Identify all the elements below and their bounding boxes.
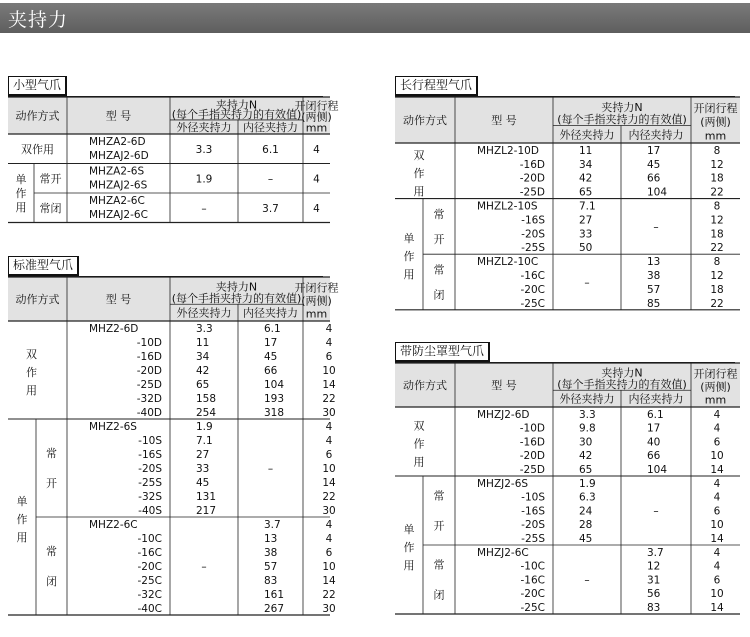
table-cell-stroke: 30 [322,407,336,419]
table-cell-inner: 45 [264,351,278,363]
table-cell-stroke: 14 [322,379,336,391]
header-force: 夹持力N [215,280,258,294]
table-cell-inner: 6.1 [262,143,279,156]
action-single-char: 用 [15,201,27,214]
table-cell-stroke: 4 [325,533,333,545]
action-double-char: 作 [413,166,425,180]
table-cell-model: -16C [520,270,545,282]
table-cell-model: -10D [136,337,162,349]
table-cell-stroke: 14 [322,575,336,587]
table-cell-model: MHZJ2-6C [477,546,529,559]
table-cell-inner: 83 [647,602,661,614]
action-single-char: 用 [403,559,415,572]
table-cell-model: -20C [520,588,545,601]
table-cell-stroke: 10 [322,365,336,377]
action-double-char: 双 [413,148,425,162]
table-cell-model: -20D [519,172,545,185]
subtype-open-char: 常 [433,207,445,221]
table-cell-model: MHZ2-6C [89,519,138,531]
header-inner: 内径夹持力 [243,306,298,320]
table-cell-stroke: 4 [325,519,333,531]
table-cell-model: -16C [520,574,545,587]
table-cell-inner: 3.7 [262,202,279,215]
action-single-char: 单 [16,495,28,508]
subtype-open-char: 常 [433,489,445,503]
table-cell-stroke: 18 [710,283,724,296]
header-inner: 内径夹持力 [628,128,684,142]
table-cell-inner: 104 [647,186,668,199]
table-cell-stroke: 14 [322,477,336,489]
action-double-char: 作 [413,437,425,451]
table-cell-outer: 11 [196,337,210,349]
table-cell-stroke: 4 [713,560,721,573]
table-cell-model: -32D [136,393,162,405]
table-cell-outer-merged: – [201,561,207,573]
table-cell-outer: 27 [196,449,210,461]
table-cell-inner: 66 [264,365,278,377]
header-model: 型 号 [491,114,517,127]
table-cell-model: MHZJ2-6D [477,408,530,421]
table-cell-outer: 3.3 [196,323,213,335]
table-cell-model: -20C [520,283,545,296]
header-force-sub: (每个手指夹持力的有效值) [171,292,302,306]
table-cell-stroke: 10 [322,463,336,475]
table-cell-inner: 57 [264,561,278,573]
table-cell-outer: 7.1 [196,435,213,447]
gripping-force-table-long-stroke [395,97,740,312]
subtype-open-char: 开 [433,519,445,533]
header-inner: 内径夹持力 [628,392,684,406]
header-model: 型 号 [491,379,517,392]
table-cell-outer: 6.3 [579,491,596,504]
table-cell-outer: 34 [196,351,210,363]
header-model: 型 号 [105,109,132,123]
table-cell-inner: 17 [647,422,661,435]
table-cell-model: -16S [521,214,545,227]
table-cell-stroke: 4 [325,323,333,335]
action-single-char: 作 [15,187,27,200]
table-cell-inner: 161 [264,589,285,601]
subtype-open-char: 开 [46,477,57,490]
table-cell-model: MHZAJ2-6D [89,150,149,162]
table-cell-inner: 3.7 [647,546,664,559]
table-cell-stroke: 6 [713,436,721,449]
table-cell-inner: 83 [264,575,278,587]
table-cell-model: -16C [137,547,162,559]
table-cell-outer: 28 [579,519,593,532]
header-outer: 外径夹持力 [176,120,232,134]
table-cell-inner: 6.1 [647,408,664,421]
table-cell-stroke: 4 [325,337,333,349]
action-single-char: 单 [15,173,27,186]
table-cell-model: -20D [136,365,162,377]
table-cell-inner: 104 [647,464,668,476]
table-cell-outer: 33 [196,463,210,475]
table-cell-stroke: 30 [322,603,336,615]
table-cell-stroke: 14 [710,602,724,614]
table-cell-outer: 7.1 [579,200,596,213]
table-cell-model: MHZA2-6D [89,136,146,148]
table-cell-inner: 45 [647,158,661,171]
table-cell-stroke: 10 [322,561,336,573]
table-cell-outer: 1.9 [195,173,213,186]
subtype-closed-char: 闭 [433,588,445,602]
table-cell-model: MHZL2-10D [477,144,539,157]
table-cell-model: -25C [520,297,545,310]
table-cell-model: -16D [519,436,545,449]
table-cell-model: -32C [137,589,162,601]
table-cell-model: MHZL2-10C [477,256,539,269]
table-cell-model: -10S [138,435,162,447]
table-cell-model: -20S [138,463,162,475]
table-cell-stroke: 6 [713,505,721,518]
table-cell-inner: – [267,173,274,186]
table-cell-inner: 3.7 [264,519,281,531]
table-cell-inner: 66 [647,172,661,185]
page-title: 夹持力 [8,9,69,31]
table-cell-outer: – [201,202,207,215]
header-stroke-sub: (两侧) [700,115,731,129]
table-cell-stroke: 4 [325,435,333,447]
table-cell-stroke: 22 [710,297,724,310]
table-cell-model: MHZJ2-6S [477,477,529,490]
table-cell-outer: 65 [196,379,210,391]
table-cell-model: MHZAJ2-6S [89,179,148,192]
table-cell-inner-merged: – [653,505,659,518]
table-cell-model: -20D [519,450,545,463]
table-cell-model: -40C [137,603,162,615]
table-cell-model: -25D [519,186,545,199]
section-title-long-stroke: 长行程型气爪 [395,76,478,96]
table-cell-outer: 9.8 [579,422,596,435]
subtype-closed-char: 常 [46,545,57,558]
subtype-open-char: 常 [46,447,57,460]
action-double-char: 作 [26,366,37,379]
table-cell-outer: 11 [579,144,593,157]
table-cell-model: -40S [138,505,162,517]
table-cell-stroke: 6 [325,547,333,559]
table-cell-model: MHZA2-6S [89,165,145,178]
table-cell-stroke: 18 [710,228,724,241]
table-cell-model: -25C [137,575,162,587]
header-stroke: 开闭行程 [294,281,339,295]
table-cell-stroke: 4 [313,143,320,156]
table-cell-outer: 30 [579,436,593,449]
header-stroke-unit: mm [704,393,727,407]
header-stroke-unit: mm [305,307,328,321]
table-cell-model: -25S [521,242,545,255]
gripping-force-table-standard [8,277,339,617]
header-outer: 外径夹持力 [559,128,615,142]
header-force: 夹持力N [215,98,258,112]
header-force-sub: (每个手指夹持力的有效值) [557,113,687,127]
table-cell-stroke: 22 [322,491,336,503]
header-stroke-unit: mm [704,129,727,143]
table-cell-outer: 42 [579,450,593,463]
table-cell-model: -10C [137,533,162,545]
table-cell-inner: 66 [647,450,661,463]
table-cell-outer: 45 [196,477,210,489]
action-double-char: 双 [26,348,37,361]
action-single-char: 作 [403,541,415,554]
header-force: 夹持力N [601,366,643,380]
table-cell-stroke: 4 [713,491,721,504]
table-cell-inner: 13 [647,256,661,269]
header-force: 夹持力N [601,100,643,114]
table-cell-outer: 1.9 [579,477,596,490]
table-cell-outer: 24 [579,505,593,518]
action-double-char: 双 [413,419,425,433]
table-cell-stroke: 14 [710,533,724,545]
header-stroke-sub: (两侧) [301,110,332,124]
header-inner: 内径夹持力 [243,120,298,134]
table-cell-outer: 33 [579,228,593,241]
subtype-open: 常开 [39,172,62,186]
section-title-dust-cover: 带防尘罩型气爪 [395,342,490,362]
subtype-closed-char: 常 [433,558,445,572]
table-cell-outer: 42 [579,172,593,185]
action-single-char: 用 [403,268,415,282]
table-cell-stroke: 14 [710,464,724,476]
table-cell-model: -25S [138,477,162,489]
table-cell-model: -25C [520,602,545,614]
table-cell-outer: 34 [579,158,593,171]
table-cell-stroke: 4 [713,477,721,490]
table-cell-outer: 217 [196,505,217,517]
gripping-force-table-dust-cover [395,363,740,616]
table-cell-inner: 57 [647,283,661,296]
table-cell-stroke: 22 [322,589,336,601]
table-cell-outer: 3.3 [195,143,213,156]
action-double: 双作用 [21,142,54,156]
table-cell-inner: 193 [264,393,285,405]
table-cell-inner: 31 [647,574,661,587]
table-cell-model: MHZL2-10S [477,200,538,213]
table-cell-inner: 13 [264,533,278,545]
table-cell-stroke: 12 [710,270,724,282]
table-cell-model: MHZAJ2-6C [89,209,148,221]
table-cell-inner: 12 [647,560,661,573]
table-cell-model: -20C [137,561,162,573]
table-cell-outer: 65 [579,186,593,199]
table-cell-outer: 131 [196,491,217,503]
header-action: 动作方式 [15,293,60,306]
table-cell-inner: 40 [647,436,661,449]
table-cell-inner: 85 [647,297,661,310]
table-cell-outer: 3.3 [579,408,596,421]
table-cell-model: -10D [519,422,545,435]
action-single-char: 作 [403,250,415,264]
table-cell-inner: 6.1 [264,323,281,335]
table-cell-outer: 1.9 [196,421,213,433]
header-stroke: 开闭行程 [693,367,738,381]
table-cell-inner: 38 [647,270,661,282]
header-outer: 外径夹持力 [559,392,615,406]
table-cell-stroke: 10 [710,588,724,601]
table-cell-inner: 17 [647,144,661,157]
action-single-char: 单 [403,232,415,246]
table-cell-inner: 318 [264,407,285,419]
table-cell-stroke: 4 [713,546,721,559]
table-cell-outer: 50 [579,242,593,255]
table-cell-stroke: 6 [325,351,333,363]
table-cell-stroke: 8 [713,144,721,157]
table-cell-model: -40D [136,407,162,419]
table-cell-outer: 158 [196,393,217,405]
header-force-sub: (每个手指夹持力的有效值) [171,108,302,122]
subtype-closed-char: 常 [433,263,445,277]
table-cell-model: -16D [136,351,162,363]
action-single-char: 作 [16,513,28,526]
header-model: 型 号 [105,293,132,306]
subtype-closed: 常闭 [39,201,62,215]
table-cell-model: -20S [521,228,545,241]
table-cell-stroke: 6 [713,574,721,587]
action-double-char: 用 [26,384,37,397]
table-cell-outer-merged: – [584,574,590,587]
action-single-char: 用 [16,531,28,544]
table-cell-stroke: 12 [710,158,724,171]
table-cell-outer: 65 [579,464,593,476]
table-cell-model: MHZA2-6C [89,195,145,207]
table-cell-inner-merged: – [267,463,274,475]
gripping-force-table-small [8,97,339,225]
header-action: 动作方式 [403,379,447,392]
header-action: 动作方式 [15,109,60,123]
header-stroke: 开闭行程 [693,101,738,115]
action-single-char: 单 [403,523,415,536]
subtype-closed-char: 闭 [46,575,57,588]
section-title-small: 小型气爪 [8,76,67,96]
table-cell-outer: 45 [579,533,593,545]
table-cell-stroke: 4 [713,408,721,421]
table-cell-outer-merged: – [584,277,590,289]
table-cell-inner: 56 [647,588,661,601]
table-cell-outer: 254 [196,407,217,419]
header-outer: 外径夹持力 [176,306,232,320]
table-cell-stroke: 10 [710,519,724,532]
header-action: 动作方式 [403,114,447,127]
section-title-standard: 标准型气爪 [8,256,79,276]
table-cell-inner: 267 [264,603,285,615]
table-cell-inner-merged: – [653,221,659,234]
table-cell-stroke: 22 [710,242,724,255]
table-cell-outer: 42 [196,365,210,377]
table-cell-model: -16D [519,158,545,171]
subtype-closed-char: 闭 [433,288,445,302]
subtype-open-char: 开 [433,233,445,247]
table-cell-stroke: 4 [325,421,333,433]
table-cell-stroke: 4 [713,422,721,435]
table-cell-model: -25D [519,464,545,476]
table-cell-model: -10C [520,560,545,573]
table-cell-stroke: 8 [713,256,721,269]
header-stroke-sub: (两侧) [301,294,332,308]
table-cell-model: -16S [138,449,162,461]
header-stroke-unit: mm [305,121,328,135]
table-cell-model: -20S [521,519,545,532]
table-cell-outer: 27 [579,214,593,227]
table-cell-model: -25D [136,379,162,391]
table-cell-inner: 104 [264,379,285,391]
table-cell-model: -10S [521,491,545,504]
table-cell-stroke: 18 [710,172,724,185]
action-double-char: 用 [413,455,425,469]
table-cell-stroke: 22 [322,393,336,405]
action-double-char: 用 [413,184,425,198]
header-stroke-sub: (两侧) [700,380,731,394]
table-cell-inner: 38 [264,547,278,559]
table-cell-stroke: 6 [325,449,333,461]
table-cell-stroke: 22 [710,186,724,199]
table-cell-stroke: 10 [710,450,724,463]
table-cell-model: -25S [521,533,545,545]
table-cell-stroke: 4 [313,173,320,186]
page-header-bar [0,3,750,33]
table-cell-stroke: 4 [313,202,320,215]
table-cell-stroke: 30 [322,505,336,517]
table-cell-model: -32S [138,491,162,503]
table-cell-model: MHZ2-6S [89,421,137,433]
table-cell-inner: 17 [264,337,278,349]
table-cell-stroke: 12 [710,214,724,227]
table-cell-stroke: 8 [713,200,721,213]
header-force-sub: (每个手指夹持力的有效值) [557,378,687,392]
table-cell-model: MHZ2-6D [89,323,139,335]
header-stroke: 开闭行程 [294,99,339,113]
table-cell-model: -16S [521,505,545,518]
